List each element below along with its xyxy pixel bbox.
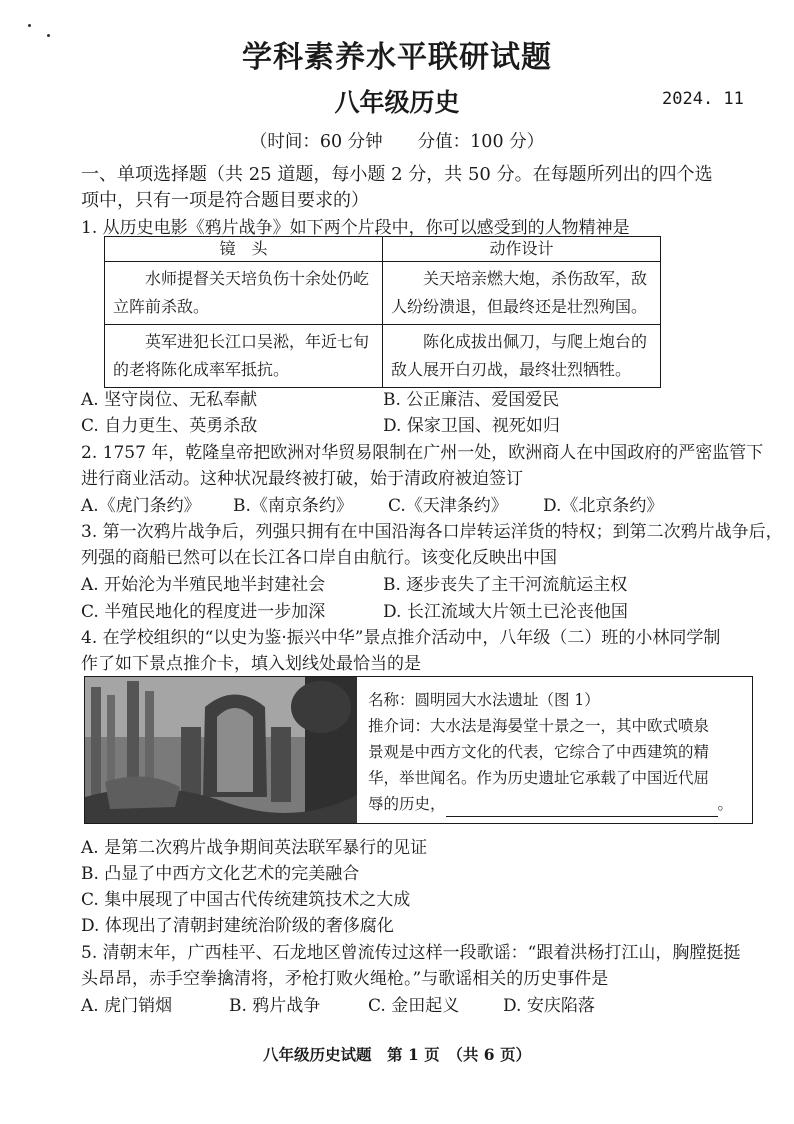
q4-option-a[interactable]: A. 是第二次鸦片战争期间英法联军暴行的见证 [81, 838, 428, 858]
card-name: 名称：圆明园大水法遗址（图 1） [368, 691, 600, 709]
table-cell: 水师提督关天培负伤十余处仍屹立阵前杀敌。 [105, 262, 383, 325]
q3-option-c[interactable]: C. 半殖民地化的程度进一步加深 [81, 602, 326, 622]
page-footer: 八年级历史试题 第 1 页 （共 6 页） [263, 1045, 531, 1064]
q4-stem-line-2: 作了如下景点推介卡，填入划线处最恰当的是 [81, 654, 421, 674]
q1-option-b[interactable]: B. 公正廉洁、爱国爱民 [383, 390, 560, 410]
ruins-illustration [85, 677, 357, 823]
card-desc-line: 景观是中西方文化的代表，它综合了中西建筑的精 [368, 743, 710, 761]
exam-date: 2024. 11 [662, 89, 744, 109]
q3-stem-line-1: 3. 第一次鸦片战争后，列强只拥有在中国沿海各口岸转运洋货的特权；到第二次鸦片战争后， [81, 522, 783, 542]
card-desc-line: 华，举世闻名。作为历史遗址它承载了中国近代屈 [368, 769, 710, 787]
table-header-cell: 动作设计 [383, 237, 661, 262]
table-cell: 陈化成拔出佩刀，与爬上炮台的敌人展开白刃战，最终壮烈牺牲。 [383, 325, 661, 388]
q5-option-a[interactable]: A. 虎门销烟 [81, 996, 173, 1016]
card-text [368, 687, 748, 817]
q4-stem-line-1: 4. 在学校组织的“以史为鉴·振兴中华”景点推介活动中，八年级（二）班的小林同学制 [81, 628, 721, 648]
q5-stem-line-1: 5. 清朝末年，广西桂平、石龙地区曾流传过这样一段歌谣：“跟着洪杨打江山，胸膛挺挺 [81, 943, 741, 963]
table-row [105, 325, 661, 388]
card-desc-prefix: 辱的历史， [368, 795, 446, 813]
section-heading-line-1: 一、单项选择题（共 25 道题，每小题 2 分，共 50 分。在每题所列出的四个选 [81, 164, 713, 185]
q1-option-a[interactable]: A. 坚守岗位、无私奉献 [81, 390, 258, 410]
q5-option-d[interactable]: D. 安庆陷落 [503, 996, 595, 1016]
q2-option-a[interactable]: A.《虎门条约》 [81, 496, 201, 516]
q3-option-d[interactable]: D. 长江流域大片领土已沦丧他国 [383, 602, 628, 622]
q3-option-b[interactable]: B. 逐步丧失了主干河流航运主权 [383, 575, 628, 595]
q5-stem-line-2: 头昂昂，赤手空拳擒清将，矛枪打败火绳枪。”与歌谣相关的历史事件是 [81, 969, 609, 989]
card-desc-last-line [368, 791, 748, 817]
q2-option-c[interactable]: C.《天津条约》 [388, 496, 508, 516]
exam-title: 学科素养水平联研试题 [242, 40, 552, 75]
section-heading-line-2: 项中，只有一项是符合题目要求的） [81, 190, 369, 211]
q3-stem-line-2: 列强的商船已然可以在长江各口岸自由航行。该变化反映出中国 [81, 548, 557, 568]
scan-speck [28, 24, 31, 27]
fill-in-blank[interactable] [446, 800, 718, 817]
time-and-score-info: （时间：60 分钟 分值：100 分） [249, 132, 545, 152]
q1-stem: 1. 从历史电影《鸦片战争》如下两个片段中，你可以感受到的人物精神是 [81, 218, 630, 238]
table-cell: 关天培亲燃大炮，杀伤敌军，敌人纷纷溃退，但最终还是壮烈殉国。 [383, 262, 661, 325]
card-desc-line: 推介词：大水法是海晏堂十景之一，其中欧式喷泉 [368, 717, 710, 735]
table-row [105, 262, 661, 325]
table-header-cell: 镜 头 [105, 237, 383, 262]
table-header-row [105, 237, 661, 262]
q2-option-d[interactable]: D.《北京条约》 [543, 496, 664, 516]
q4-option-b[interactable]: B. 凸显了中西方文化艺术的完美融合 [81, 864, 360, 884]
q2-option-b[interactable]: B.《南京条约》 [233, 496, 353, 516]
q5-option-b[interactable]: B. 鸦片战争 [229, 996, 321, 1016]
q2-stem-line-2: 进行商业活动。这种状况最终被打破，始于清政府被迫签订 [81, 469, 523, 489]
q4-option-d[interactable]: D. 体现出了清朝封建统治阶级的奢侈腐化 [81, 916, 394, 936]
scenic-spot-card [84, 676, 753, 824]
q2-stem-line-1: 2. 1757 年，乾隆皇帝把欧洲对华贸易限制在广州一处，欧洲商人在中国政府的严密监管下 [81, 443, 764, 463]
q1-option-c[interactable]: C. 自力更生、英勇杀敌 [81, 416, 258, 436]
q1-table [104, 236, 661, 388]
q5-option-c[interactable]: C. 金田起义 [368, 996, 460, 1016]
yuanmingyuan-ruins-photo [85, 677, 357, 823]
exam-subtitle: 八年级历史 [334, 88, 460, 117]
table-cell: 英军进犯长江口吴淞，年近七旬的老将陈化成率军抵抗。 [105, 325, 383, 388]
q3-option-a[interactable]: A. 开始沦为半殖民地半封建社会 [81, 575, 326, 595]
q1-option-d[interactable]: D. 保家卫国、视死如归 [383, 416, 560, 436]
q4-option-c[interactable]: C. 集中展现了中国古代传统建筑技术之大成 [81, 890, 411, 910]
card-desc-suffix: 。 [717, 795, 734, 813]
